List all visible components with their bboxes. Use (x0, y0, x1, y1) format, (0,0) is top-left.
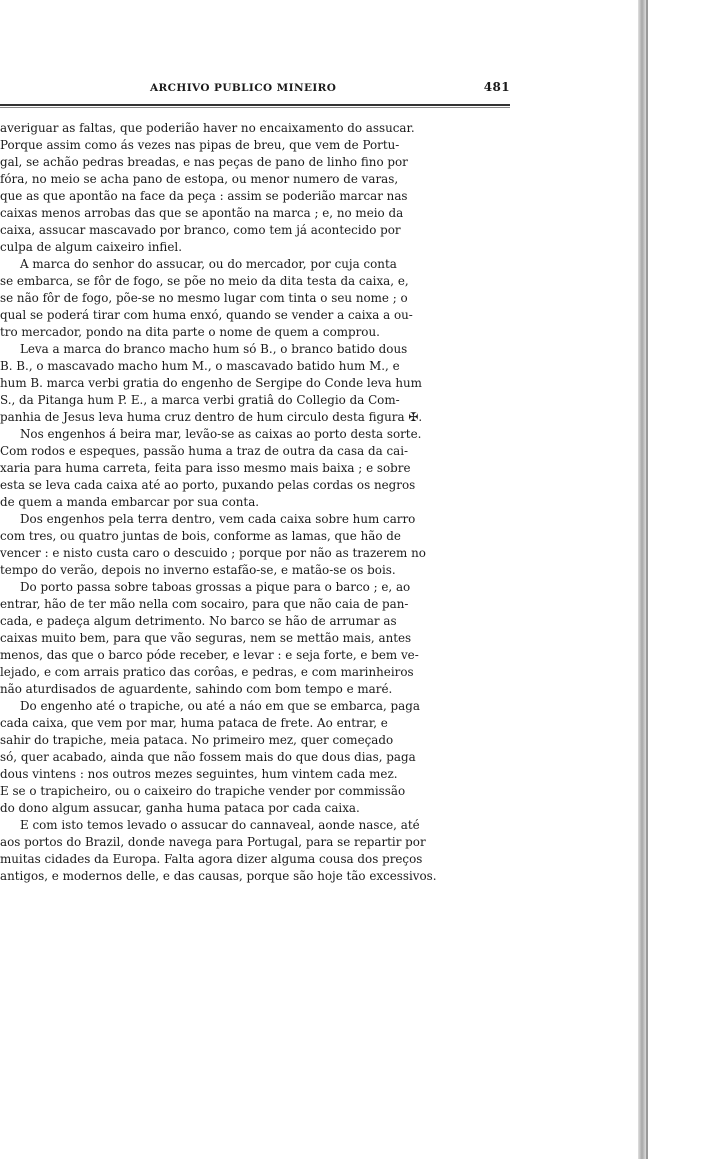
header-rule (0, 104, 510, 106)
page-number: 481 (483, 80, 510, 94)
text-line: tro mercador, pondo na dita parte o nome de quem a comprou. (0, 325, 380, 339)
text-line: sahir do trapiche, meia pataca. No primeiro mez, quer começado (0, 733, 394, 747)
text-line: A marca do senhor do assucar, ou do mercador, por cuja conta (20, 257, 397, 271)
text-line: aos portos do Brazil, donde navega para Portugal, para se repartir por (0, 835, 426, 849)
text-line: entrar, hão de ter mão nella com socairo, para que não caia de pan- (0, 597, 409, 611)
text-line: do dono algum assucar, ganha huma pataca por cada caixa. (0, 801, 360, 815)
text-line: Dos engenhos pela terra dentro, vem cada caixa sobre hum carro (20, 512, 416, 526)
text-line: só, quer acabado, ainda que não fossem mais do que dous dias, paga (0, 750, 416, 764)
text-line: xaria para huma carreta, feita para isso mesmo mais baixa ; e sobre (0, 461, 411, 475)
text-line: Do engenho até o trapiche, ou até a náo em que se embarca, paga (20, 699, 420, 713)
page-edge-line (646, 0, 648, 1159)
text-line: qual se poderá tirar com huma enxó, quando se vender a caixa a ou- (0, 308, 413, 322)
running-title: ARCHIVO PUBLICO MINEIRO (150, 82, 337, 94)
text-line: Porque assim como ás vezes nas pipas de breu, que vem de Portu- (0, 138, 400, 152)
text-line: se embarca, se fôr de fogo, se põe no meio da dita testa da caixa, e, (0, 274, 409, 288)
text-line: com tres, ou quatro juntas de bois, conforme as lamas, que hão de (0, 529, 401, 543)
text-line: caixa, assucar mascavado por branco, como tem já acontecido por (0, 223, 401, 237)
text-line: Leva a marca do branco macho hum só B., o branco batido dous (20, 342, 408, 356)
text-line: fóra, no meio se acha pano de estopa, ou menor numero de varas, (0, 172, 399, 186)
text-line: culpa de algum caixeiro infiel. (0, 240, 182, 254)
text-line: E com isto temos levado o assucar do cannaveal, aonde nasce, até (20, 818, 420, 832)
text-line: cada, e padeça algum detrimento. No barco se hão de arrumar as (0, 614, 397, 628)
text-line: muitas cidades da Europa. Falta agora dizer alguma cousa dos preços (0, 852, 423, 866)
text-line: caixas menos arrobas das que se apontão na marca ; e, no meio da (0, 206, 404, 220)
text-line: B. B., o mascavado macho hum M., o mascavado batido hum M., e (0, 359, 400, 373)
page-edge-shadow (638, 0, 646, 1159)
text-line: de quem a manda embarcar por sua conta. (0, 495, 260, 509)
text-line: Do porto passa sobre taboas grossas a pique para o barco ; e, ao (20, 580, 411, 594)
text-line: S., da Pitanga hum P. E., a marca verbi gratiâ do Collegio da Com- (0, 393, 400, 407)
text-line: cada caixa, que vem por mar, huma pataca de frete. Ao entrar, e (0, 716, 388, 730)
text-line: caixas muito bem, para que vão seguras, nem se mettão mais, antes (0, 631, 412, 645)
text-line: vencer : e nisto custa caro o descuido ; porque por não as trazerem no (0, 546, 426, 560)
page-header (150, 82, 510, 98)
text-line: dous vintens : nos outros mezes seguintes, hum vintem cada mez. (0, 767, 398, 781)
text-line: antigos, e modernos delle, e das causas, porque são hoje tão excessivos. (0, 869, 437, 883)
text-line: esta se leva cada caixa até ao porto, puxando pelas cordas os negros (0, 478, 416, 492)
text-line: gal, se achão pedras breadas, e nas peças de pano de linho fino por (0, 155, 408, 169)
text-line: tempo do verão, depois no inverno estafão-se, e matão-se os bois. (0, 563, 396, 577)
text-line: panhia de Jesus leva huma cruz dentro de hum circulo desta figura ✠. (0, 410, 423, 424)
text-line: se não fôr de fogo, põe-se no mesmo lugar com tinta o seu nome ; o (0, 291, 408, 305)
text-line: averiguar as faltas, que poderião haver no encaixamento do assucar. (0, 121, 415, 135)
text-line: Com rodos e espeques, passão huma a traz de outra da casa da cai- (0, 444, 409, 458)
text-line: menos, das que o barco póde receber, e levar : e seja forte, e bem ve- (0, 648, 419, 662)
text-line: E se o trapicheiro, ou o caixeiro do trapiche vender por commissão (0, 784, 406, 798)
text-line: lejado, e com arrais pratico das corôas, e pedras, e com marinheiros (0, 665, 414, 679)
body-text (0, 120, 510, 1130)
text-line: não aturdisados de aguardente, sahindo com bom tempo e maré. (0, 682, 393, 696)
text-line: Nos engenhos á beira mar, levão-se as caixas ao porto desta sorte. (20, 427, 422, 441)
text-line: que as que apontão na face da peça : assim se poderião marcar nas (0, 189, 408, 203)
header-rule-thin (0, 107, 510, 108)
text-line: hum B. marca verbi gratia do engenho de Sergipe do Conde leva hum (0, 376, 422, 390)
